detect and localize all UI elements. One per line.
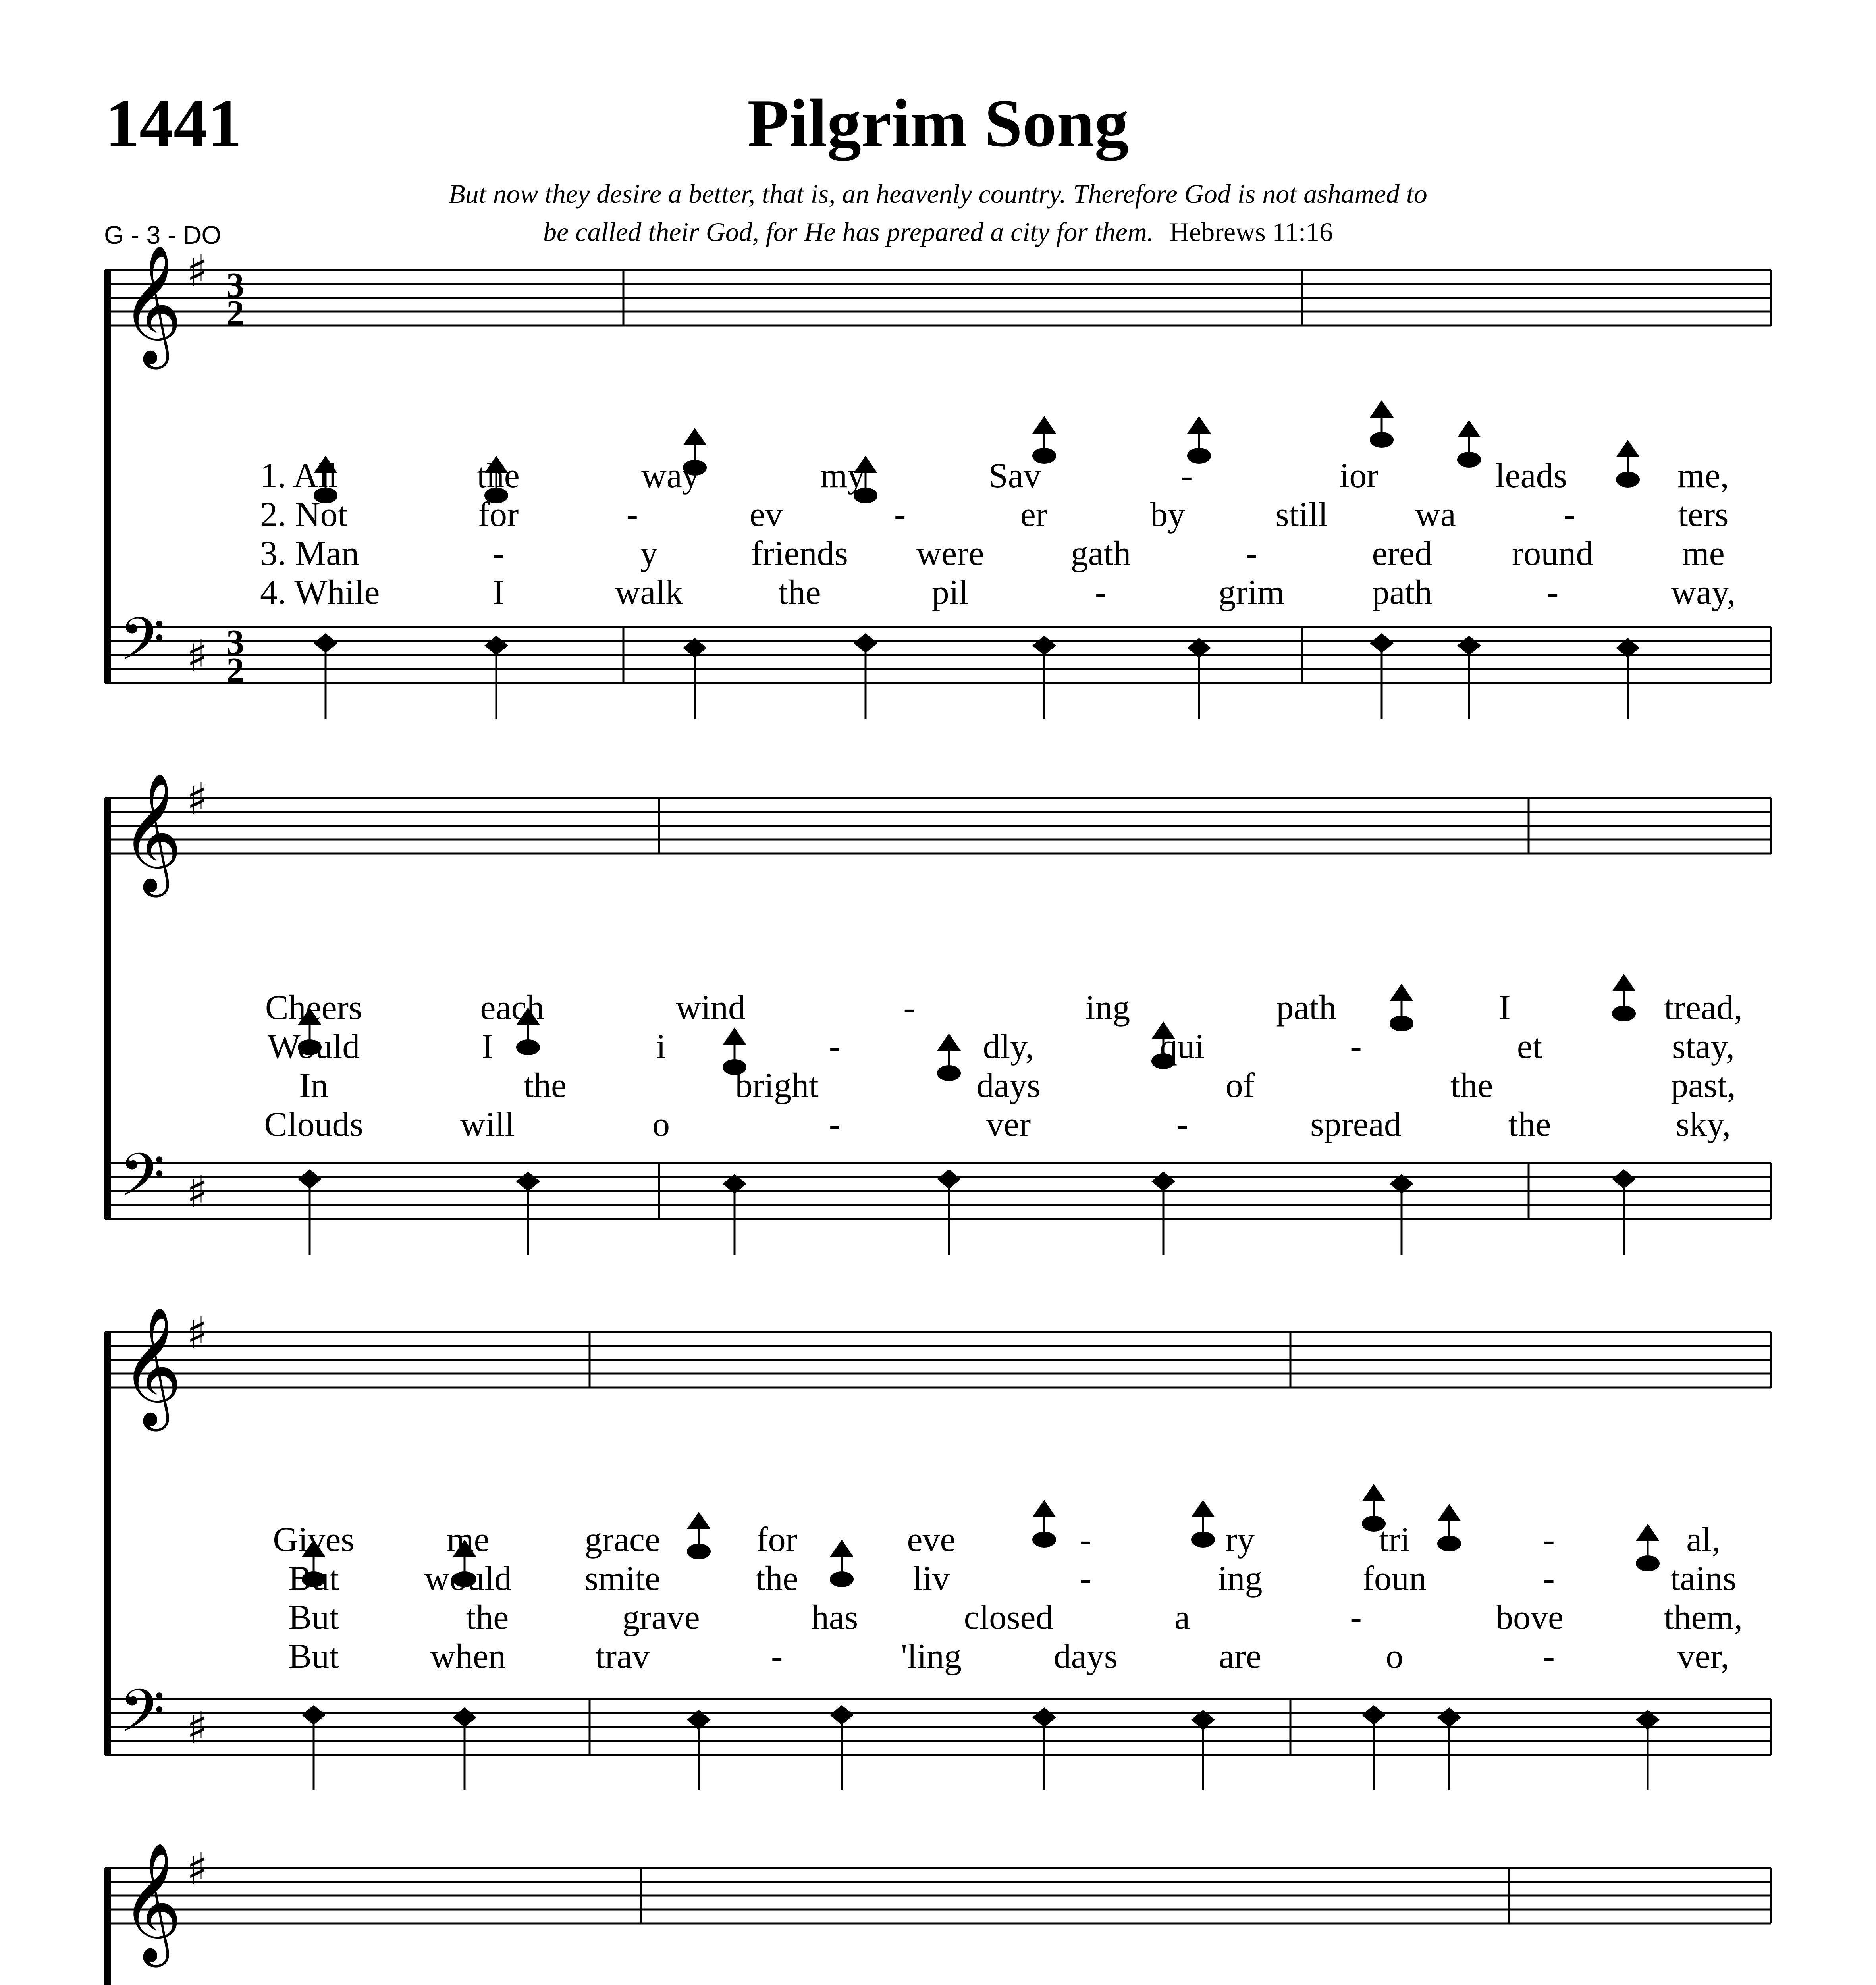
lyric-syllable: I: [492, 573, 504, 612]
system-3-treble-note: [687, 1512, 711, 1529]
system-3-treble-note: [1362, 1484, 1386, 1501]
system-3-treble-alto-note: [1032, 1532, 1056, 1548]
system-4-treble-sharp-icon: ♯: [187, 1843, 208, 1894]
lyric-syllable: spread: [1310, 1105, 1402, 1144]
system-2-treble-alto-note: [937, 1065, 961, 1081]
verse-number-label: 1. All: [260, 457, 338, 495]
lyric-syllable: the: [524, 1066, 567, 1105]
lyric-syllable: er: [1020, 495, 1048, 534]
verse-number-label: 2. Not: [260, 495, 347, 534]
lyric-syllable: of: [1225, 1066, 1255, 1105]
system-2-treble-note: [1612, 974, 1636, 991]
lyric-syllable: the: [1508, 1105, 1551, 1144]
lyric-syllable: would: [424, 1559, 512, 1598]
system-1-treble-alto-note: [1370, 432, 1394, 448]
lyric-syllable: are: [1219, 1637, 1262, 1676]
lyric-syllable: leads: [1495, 457, 1567, 495]
system-3-treble-note: [1032, 1500, 1056, 1517]
lyric-syllable: friends: [751, 534, 848, 573]
lyric-syllable: But: [288, 1637, 339, 1676]
lyric-syllable: ver: [986, 1105, 1031, 1144]
lyric-syllable: the: [1450, 1066, 1493, 1105]
system-4-treble-clef-icon: 𝄞: [121, 1842, 182, 1962]
lyric-syllable: trav: [595, 1637, 650, 1676]
system-1-treble-note: [1616, 440, 1640, 457]
lyric-syllable: -: [1543, 1559, 1555, 1598]
system-2-treble-alto-note: [1612, 1006, 1636, 1021]
lyric-syllable: by: [1150, 495, 1186, 534]
lyric-syllable: -: [1350, 1598, 1362, 1637]
lyric-syllable: ior: [1339, 457, 1379, 495]
system-4-system-bracket: [104, 1868, 111, 1985]
epigraph-line-1: But now they desire a better, that is, an heavenly country. Therefore God is not ashamed to: [449, 179, 1427, 209]
system-2-treble-sharp-icon: ♯: [187, 773, 208, 824]
system-3-treble-note: [830, 1540, 854, 1557]
system-3-system-bracket: [104, 1332, 111, 1755]
lyric-syllable: But: [288, 1559, 339, 1598]
lyric-syllable: gath: [1070, 534, 1131, 573]
hymn-number: 1441: [105, 86, 242, 161]
system-2-treble-clef-icon: 𝄞: [121, 772, 182, 892]
system-2-treble-note: [723, 1027, 746, 1045]
lyric-syllable: days: [976, 1066, 1041, 1105]
lyric-syllable: will: [460, 1105, 515, 1144]
lyric-syllable: days: [1053, 1637, 1118, 1676]
lyric-syllable: past,: [1671, 1066, 1736, 1105]
lyric-syllable: -: [1080, 1521, 1092, 1559]
lyric-syllable: -: [1246, 534, 1257, 573]
verse-number-label: 3. Man: [260, 534, 359, 573]
lyric-syllable: my: [820, 457, 865, 495]
lyric-syllable: were: [916, 534, 984, 573]
lyric-syllable: closed: [964, 1598, 1053, 1637]
lyric-syllable: wa: [1415, 495, 1456, 534]
epigraph-line-2-text: be called their God, for He has prepared a city for them.: [543, 217, 1154, 247]
lyric-syllable: -: [903, 989, 915, 1027]
lyric-syllable: Would: [267, 1027, 360, 1066]
lyric-syllable: tains: [1670, 1559, 1737, 1598]
lyric-syllable: ing: [1218, 1559, 1263, 1598]
lyric-syllable: o: [652, 1105, 670, 1144]
lyric-syllable: -: [771, 1637, 783, 1676]
system-1-bass-clef-icon: 𝄢: [119, 605, 165, 688]
system-3-treble-sharp-icon: ♯: [187, 1307, 208, 1358]
lyric-syllable: way: [641, 457, 700, 495]
system-3-treble-alto-note: [1636, 1555, 1660, 1571]
lyric-syllable: pil: [931, 573, 969, 612]
system-1-treble-note: [1370, 400, 1394, 418]
lyric-syllable: -: [1543, 1637, 1555, 1676]
lyric-syllable: wind: [676, 989, 746, 1027]
lyric-syllable: ev: [749, 495, 783, 534]
system-2-treble-alto-note: [516, 1039, 540, 1055]
epigraph-reference: Hebrews 11:16: [1169, 217, 1333, 247]
lyric-syllable: a: [1174, 1598, 1190, 1637]
lyric-syllable: ing: [1085, 989, 1130, 1027]
lyric-syllable: al,: [1686, 1521, 1720, 1559]
lyric-syllable: ver,: [1677, 1637, 1729, 1676]
lyric-syllable: -: [1080, 1559, 1092, 1598]
lyric-syllable: the: [778, 573, 821, 612]
system-3-treble-note: [1191, 1500, 1215, 1517]
lyric-syllable: grave: [622, 1598, 700, 1637]
system-2-treble-alto-note: [1390, 1016, 1413, 1031]
lyric-syllable: tread,: [1664, 989, 1743, 1027]
system-2-bass-sharp-icon: ♯: [187, 1166, 208, 1217]
lyric-syllable: In: [299, 1066, 328, 1105]
lyric-syllable: I: [481, 1027, 494, 1066]
lyric-syllable: y: [640, 534, 658, 573]
system-3-treble-clef-icon: 𝄞: [121, 1306, 182, 1426]
lyric-syllable: -: [1543, 1521, 1555, 1559]
lyric-syllable: et: [1517, 1027, 1542, 1066]
lyric-syllable: ered: [1372, 534, 1432, 573]
verse-number-label: 4. While: [260, 573, 380, 612]
lyric-syllable: -: [1176, 1105, 1188, 1144]
lyric-syllable: me: [1682, 534, 1725, 573]
lyric-syllable: the: [466, 1598, 509, 1637]
lyric-syllable: o: [1386, 1637, 1404, 1676]
lyric-syllable: But: [288, 1598, 339, 1637]
system-3-bass-clef-icon: 𝄢: [119, 1677, 165, 1760]
lyric-syllable: -: [829, 1105, 841, 1144]
lyric-syllable: me,: [1677, 457, 1729, 495]
lyric-syllable: them,: [1664, 1598, 1743, 1637]
lyric-syllable: -: [1181, 457, 1193, 495]
system-1-treble-alto-note: [1457, 452, 1481, 468]
system-3-treble-alto-note: [687, 1544, 711, 1559]
lyric-syllable: Clouds: [264, 1105, 363, 1144]
system-1-treble-clef-icon: 𝄞: [121, 244, 182, 364]
lyric-syllable: each: [480, 989, 544, 1027]
lyric-syllable: Cheers: [265, 989, 362, 1027]
system-1-treble-note: [1032, 416, 1056, 434]
lyric-syllable: path: [1372, 573, 1433, 612]
lyric-syllable: path: [1276, 989, 1336, 1027]
lyric-syllable: for: [478, 495, 519, 534]
lyric-syllable: stay,: [1672, 1027, 1735, 1066]
system-3-treble-alto-note: [1191, 1532, 1215, 1548]
system-1-system-bracket: [104, 270, 111, 683]
lyric-syllable: grim: [1218, 573, 1284, 612]
system-3-treble-note: [1437, 1504, 1461, 1521]
lyric-syllable: -: [1546, 573, 1559, 612]
system-1-treble-sharp-icon: ♯: [187, 245, 208, 296]
system-1-treble-note: [1457, 420, 1481, 437]
lyric-syllable: -: [1095, 573, 1107, 612]
lyric-syllable: round: [1512, 534, 1594, 573]
lyric-syllable: has: [811, 1598, 858, 1637]
system-2-treble-note: [937, 1033, 961, 1051]
lyric-syllable: sky,: [1675, 1105, 1731, 1144]
key-label: G - 3 - DO: [104, 221, 222, 249]
lyric-syllable: qui: [1160, 1027, 1205, 1066]
lyric-syllable: bove: [1495, 1598, 1564, 1637]
lyric-syllable: the: [755, 1559, 798, 1598]
lyric-syllable: tri: [1379, 1521, 1410, 1559]
system-1-treble-note: [683, 428, 707, 445]
lyric-syllable: grace: [584, 1521, 661, 1559]
system-3-treble-alto-note: [1437, 1536, 1461, 1551]
lyric-syllable: dly,: [983, 1027, 1034, 1066]
lyric-syllable: the: [477, 457, 520, 495]
system-3-treble-alto-note: [830, 1571, 854, 1587]
lyric-syllable: when: [430, 1637, 506, 1676]
lyric-syllable: walk: [615, 573, 683, 612]
lyric-syllable: still: [1275, 495, 1328, 534]
lyric-syllable: -: [894, 495, 906, 534]
hymn-title: Pilgrim Song: [747, 86, 1129, 161]
lyric-syllable: way,: [1671, 573, 1736, 612]
system-1-bass-time-denominator: 2: [226, 651, 244, 690]
lyric-syllable: ters: [1678, 495, 1729, 534]
lyric-syllable: liv: [913, 1559, 950, 1598]
system-1-bass-sharp-icon: ♯: [187, 630, 208, 681]
system-2-treble-note: [1390, 984, 1413, 1001]
lyric-syllable: bright: [735, 1066, 819, 1105]
lyric-syllable: 'ling: [901, 1637, 962, 1676]
system-2-system-bracket: [104, 798, 111, 1219]
lyric-syllable: -: [626, 495, 638, 534]
system-3-treble-note: [1636, 1524, 1660, 1541]
lyric-syllable: Gives: [273, 1521, 355, 1559]
lyric-syllable: Sav: [988, 457, 1041, 495]
system-1-treble-time-numerator: 3: [226, 266, 244, 305]
system-1-treble-time-denominator: 2: [226, 293, 244, 333]
lyric-syllable: -: [1564, 495, 1575, 534]
system-1-treble-alto-note: [1616, 472, 1640, 488]
lyric-syllable: -: [829, 1027, 841, 1066]
lyric-syllable: smite: [584, 1559, 661, 1598]
lyric-syllable: me: [447, 1521, 490, 1559]
lyric-syllable: I: [1499, 989, 1511, 1027]
lyric-syllable: -: [1350, 1027, 1362, 1066]
lyric-syllable: i: [656, 1027, 666, 1066]
lyric-syllable: -: [492, 534, 504, 573]
lyric-syllable: ry: [1225, 1521, 1255, 1559]
lyric-syllable: foun: [1362, 1559, 1427, 1598]
lyric-syllable: for: [756, 1521, 797, 1559]
system-3-bass-sharp-icon: ♯: [187, 1702, 208, 1753]
system-2-bass-clef-icon: 𝄢: [119, 1141, 165, 1224]
system-1-treble-note: [1187, 416, 1211, 434]
system-1-bass-time-numerator: 3: [226, 623, 244, 662]
lyric-syllable: eve: [907, 1521, 956, 1559]
